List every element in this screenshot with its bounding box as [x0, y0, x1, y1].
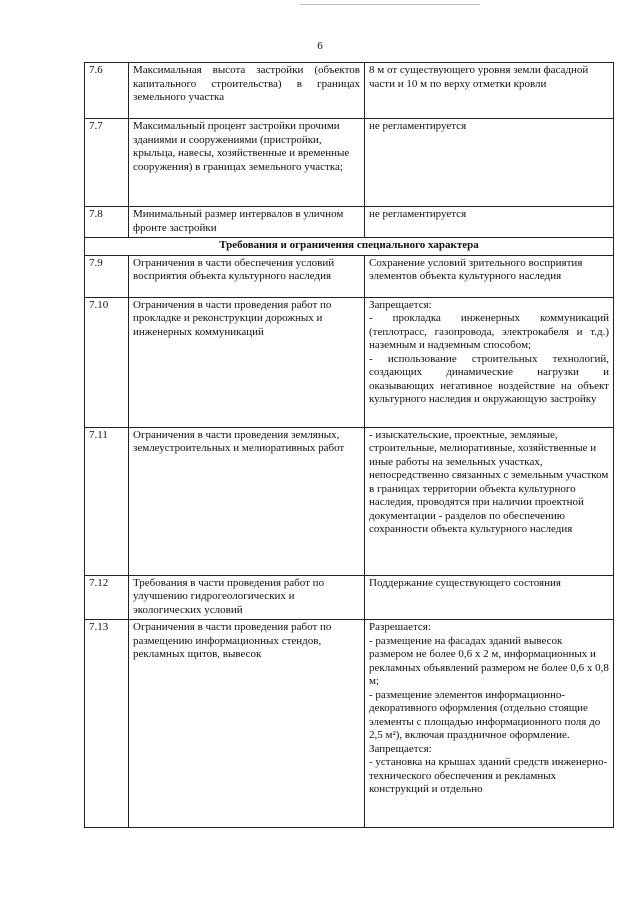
- row-label: Ограничения в части проведения земляных, землеустроительных и мелиоративных работ: [129, 427, 365, 575]
- row-value: [365, 575, 614, 620]
- row-value: [365, 427, 614, 575]
- section-header-row: [85, 238, 614, 256]
- row-label: Требования в части проведения работ по улучшению гидрогеологических и экологических условий: [129, 575, 365, 620]
- value-line: - использование строительных технологий, создающих динамические нагрузки и оказывающих негативное воздействие на объект культурного наследия и окружающую застройку: [369, 352, 609, 405]
- value-line: - изыскательские, проектные, земляные, строительные, мелиоративные, хозяйственные и иные работы на земельных участках, непосредственно связанных с земельным участком в границах территории объекта культурного наследия, проводятся при наличии проектной документации - разделов по обеспечению сохранности объекта культурного наследия: [369, 428, 609, 535]
- section-title: Требования и ограничения специального характера: [85, 238, 614, 256]
- row-value: не регламентируется: [365, 119, 614, 207]
- row-value: [365, 620, 614, 828]
- value-line: Запрещается:: [369, 742, 432, 755]
- row-number: 7.11: [85, 427, 129, 575]
- value-line: - установка на крышах зданий средств инженерно-технического обеспечения и рекламных конструкций и отдельно: [369, 756, 608, 795]
- row-label: Максимальный процент застройки прочими зданиями и сооружениями (пристройки, крыльца, навесы, хозяйственные и временные сооружения) в границах земельного участка;: [129, 119, 365, 207]
- row-number: 7.8: [85, 207, 129, 238]
- table-row: [85, 297, 614, 427]
- table-row: [85, 207, 614, 238]
- row-label: Минимальный размер интервалов в уличном фронте застройки: [129, 207, 365, 238]
- value-line: Разрешается:: [369, 621, 431, 633]
- table-row: [85, 255, 614, 297]
- table-row: [85, 575, 614, 620]
- row-number: 7.6: [85, 63, 129, 119]
- page-number: 6: [317, 40, 323, 52]
- row-value: [365, 255, 614, 297]
- row-label: Максимальная высота застройки (объектов капитального строительства) в границах земельного участка: [129, 63, 365, 119]
- row-value: [365, 297, 614, 427]
- table-row: [85, 63, 614, 119]
- value-line: - прокладка инженерных коммуникаций (теплотрасс, газопровода, электрокабеля и т.д.) наземным и надземным способом;: [369, 312, 609, 351]
- table-row: [85, 427, 614, 575]
- row-number: 7.9: [85, 255, 129, 297]
- row-number: 7.13: [85, 620, 129, 828]
- value-line: Сохранение условий зрительного восприятия элементов объекта культурного наследия: [369, 256, 583, 282]
- row-label: Ограничения в части проведения работ по прокладке и реконструкции дорожных и инженерных коммуникаций: [129, 297, 365, 427]
- row-number: 7.12: [85, 575, 129, 620]
- table-row: [85, 119, 614, 207]
- value-line: - размещение на фасадах зданий вывесок размером не более 0,6 x 2 м, информационных и рекламных объявлений размером не более 0,6 x 0,8 м;: [369, 634, 609, 687]
- value-line: Поддержание существующего состояния: [369, 576, 561, 589]
- regulations-table: [84, 62, 614, 828]
- value-line: - размещение элементов информационно-декоративного оформления (отдельно стоящие элементы с площадью информационного поля до 2,5 м²), включая праздничное оформление.: [369, 688, 601, 741]
- row-value: 8 м от существующего уровня земли фасадной части и 10 м по верху отметки кровли: [365, 63, 614, 119]
- row-value: не регламентируется: [365, 207, 614, 238]
- value-line: Запрещается:: [369, 298, 432, 311]
- top-scan-line: [300, 4, 480, 5]
- row-label: Ограничения в части проведения работ по размещению информационных стендов, рекламных щитов, вывесок: [129, 620, 365, 828]
- row-number: 7.10: [85, 297, 129, 427]
- row-label: Ограничения в части обеспечения условий восприятия объекта культурного наследия: [129, 255, 365, 297]
- row-number: 7.7: [85, 119, 129, 207]
- table-row: [85, 620, 614, 828]
